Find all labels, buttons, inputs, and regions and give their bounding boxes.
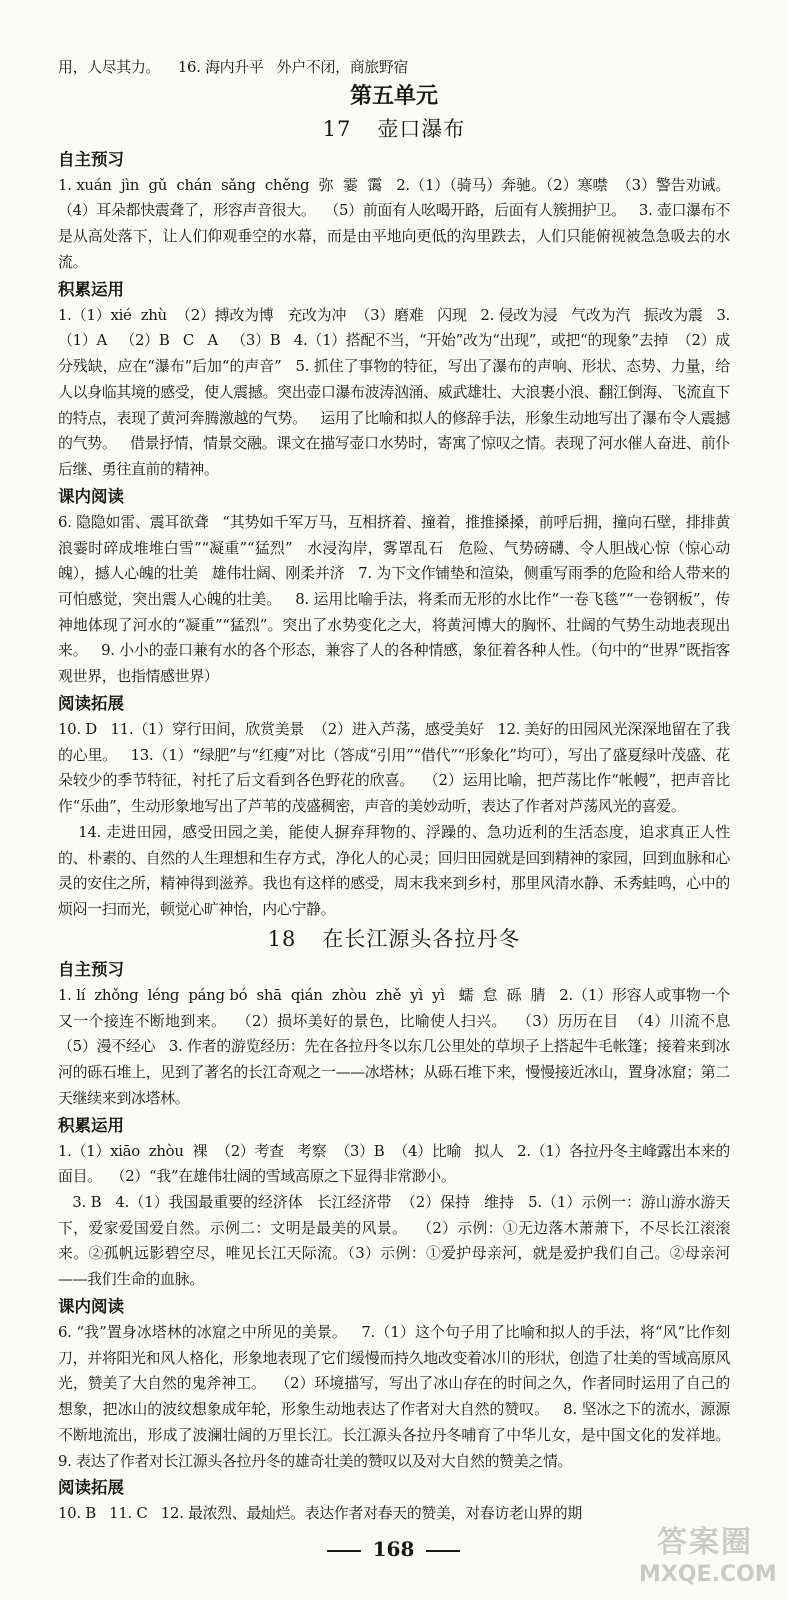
section-heading: [58, 276, 730, 303]
watermark-logo-text: 答案圈: [657, 1525, 753, 1560]
answer-paragraph: [58, 1139, 730, 1190]
answer-paragraph: [58, 173, 739, 276]
text-column: [58, 55, 744, 1527]
answer-paragraph: [58, 1320, 744, 1474]
section-heading-text: 自主预习: [58, 959, 124, 979]
answer-paragraph-text: 14. 走进田园，感受田园之美，能使人摒弃拜物的、浮躁的、急功近利的生活态度，追求真正人性的、朴素的、自然的人生理想和生存方式，净化人的心灵；回归田园就是回到精神的家园，回到血脉和心灵的安住之所，精神得到滋养。我也有这样的感受，周末我来到乡村，那里风清水静、禾秀蛙鸣，心中的烦闷一扫而光，顿觉心旷神怡，内心宁静。: [58, 822, 730, 919]
section-heading: [58, 690, 730, 717]
answer-paragraph-text: 3. B 4.（1）我国最重要的经济体 长江经济带 （2）保持 维持 5.（1）示例一：游山游水游天下，爱家爱国爱自然。示例二：文明是最美的风景。 （2）示例：①无边落木萧萧下，不尽长江滚滚来。②孤帆远影碧空尽，唯见长江天际流。（3）示例：①爱护母亲河，就是爱护我们自己。②母亲河——我们生命的血脉。: [58, 1192, 730, 1289]
section-heading: [58, 1293, 730, 1320]
lesson-name: 在长江源头各拉丹冬: [322, 926, 521, 951]
answer-paragraph-text: 1.（1）xié zhù （2）搏改为博 充改为冲 （3）磨难 闪现 2. 侵改为浸 气改为汽 振改为震 3.（1）A （2）B C A （3）B 4.（1）搭配不当，“开始”改为“出现”，或把“的现象”去掉 （2）成分残缺，应在“瀑布”后加“的声音” 5. 抓住了事物的特征，写出了瀑布的声响、形状、态势、力量，给人以身临其境的感受，使人震撼。突出壶口瀑布波涛汹涌、威武雄壮、大浪裹小浪、翻江倒海、飞流直下的特点，表现了黄河奔腾激越的气势。 运用了比喻和拟人的修辞手法，形象生动地写出了瀑布令人震撼的气势。 借景抒情，情景交融。课文在描写壶口水势时，寄寓了惊叹之情。表现了河水催人奋进、前仆后继、勇往直前的精神。: [58, 305, 730, 479]
answer-paragraph: [58, 1501, 730, 1527]
section-heading: [58, 146, 730, 173]
section-heading: [58, 483, 730, 510]
section-heading: [58, 956, 730, 983]
section-heading-text: 积累运用: [58, 1115, 124, 1135]
lesson-name: 壶口瀑布: [377, 116, 466, 141]
section-heading-text: 阅读拓展: [58, 1478, 124, 1498]
unit-title-text: 第五单元: [349, 83, 438, 109]
section-heading-text: 课内阅读: [58, 486, 124, 506]
answer-paragraph: [58, 1190, 730, 1293]
answer-paragraph: [58, 983, 739, 1112]
answer-paragraph-text: 10. B 11. C 12. 最浓烈、最灿烂。表达作者对春天的赞美，对春访老山界的期: [58, 1504, 582, 1523]
watermark: [639, 1524, 777, 1588]
watermark-url: MXQE.COM: [639, 1562, 777, 1587]
unit-title: [58, 81, 730, 113]
answer-paragraph: [58, 55, 730, 81]
lesson-title: [58, 113, 730, 146]
section-heading: [58, 1112, 730, 1139]
answer-paragraph-text: 6. “我”置身冰塔林的冰窟之中所见的美景。 7.（1）这个句子用了比喻和拟人的手法，将“风”比作刻刀，并将阳光和风人格化，形象地表现了它们缓慢而持久地改变着冰川的形状，创造了壮美的雪域高原风光，赞美了大自然的鬼斧神工。 （2）环境描写，写出了冰山存在的时间之久，作者同时运用了自己的想象，把冰山的波纹想象成年轮，形象生动地表达了作者对大自然的赞叹。 8. 坚冰之下的流水，源源不断地流出，形成了波澜壮阔的万里长江。长江源头各拉丹冬哺育了中华儿女，是中国文化的发祥地。 9. 表达了作者对长江源头各拉丹冬的雄奇壮美的赞叹以及对大自然的赞美之情。: [58, 1322, 744, 1470]
lesson-number: 18: [267, 926, 297, 951]
answer-paragraph-text: 1.（1）xiāo zhòu 裸 （2）考查 考察 （3）B （4）比喻 拟人 2.（1）各拉丹冬主峰露出本来的面目。 （2）“我”在雄伟壮阔的雪域高原之下显得非常渺小。: [58, 1141, 730, 1186]
page-number-text: 168: [372, 1537, 415, 1561]
answer-paragraph: [58, 717, 730, 820]
answer-paragraph: [58, 303, 730, 483]
answer-paragraph-text: 1. lí zhǒng léng páng bó shā qián zhòu zhě yì yì 蠕 怠 砾 腈 2.（1）形容人或事物一个又一个接连不断地到来。 （2）损坏美好的景色，比喻使人扫兴。 （3）历历在目 （4）川流不息 （5）漫不经心 3. 作者的游览经历：先在各拉丹冬以东几公里处的草坝子上搭起牛毛帐篷；接着来到冰河的砾石堆上，见到了著名的长江奇观之一——冰塔林；从砾石堆下来，慢慢接近冰山，置身冰窟；第二天继续来到冰塔林。: [58, 985, 739, 1107]
lesson-number: 17: [322, 116, 352, 141]
section-heading-text: 阅读拓展: [58, 693, 124, 713]
section-heading-text: 自主预习: [58, 149, 124, 169]
answer-paragraph: [58, 510, 730, 690]
answer-paragraph-text: 10. D 11.（1）穿行田间，欣赏美景 （2）进入芦荡，感受美好 12. 美好的田园风光深深地留在了我的心里。 13.（1）“绿肥”与“红瘦”对比（答成“引用”“借代”“形象化”均可），写出了盛夏绿叶茂盛、花朵较少的季节特征，衬托了后文看到各色野花的欣喜。 （2）运用比喻，把芦荡比作“帐幔”，把声音比作“乐曲”，生动形象地写出了芦苇的茂盛稠密，声音的美妙动听，表达了作者对芦荡风光的喜爱。: [58, 719, 730, 816]
section-heading-text: 课内阅读: [58, 1296, 124, 1316]
answer-paragraph: [58, 820, 730, 923]
answer-paragraph-text: 用，人尽其力。 16. 海内升平 外户不闭，商旅野宿: [58, 58, 409, 76]
answer-paragraph-text: 6. 隐隐如雷、震耳欲聋 “其势如千军万马，互相挤着、撞着，推推搡搡，前呼后拥，撞向石壁，排排黄浪霎时碎成堆堆白雪”“凝重”“猛烈” 水浸沟岸，雾罩乱石 危险、气势磅礴、令人胆战心惊（惊心动魄），撼人心魄的壮美 雄伟壮阔、刚柔并济 7. 为下文作铺垫和渲染，侧重写雨季的危险和给人带来的可怕感觉，突出震人心魄的壮美。 8. 运用比喻手法，将柔而无形的水比作“一卷飞毯”“一卷钢板”，传神地体现了河水的“凝重”“猛烈”。突出了水势变化之大，将黄河博大的胸怀、壮阔的气势生动地表现出来。 9. 小小的壶口兼有水的各个形态，兼容了人的各种情感，象征着各种人性。（句中的“世界”既指客观世界，也指情感世界）: [58, 512, 730, 686]
answer-paragraph-text: 1. xuán jìn gǔ chán sǎng chěng 弥 霎 霭 2.（1）（骑马）奔驰。（2）寒噤 （3）警告劝诫。 （4）耳朵都快震聋了，形容声音很大。 （5）前面有人吆喝开路，后面有人簇拥护卫。 3. 壶口瀑布不是从高处落下，让人们仰观垂空的水幕，而是由平地向更低的沟里跌去，人们只能俯视被急急吸去的水流。: [58, 175, 739, 271]
section-heading-text: 积累运用: [58, 279, 124, 299]
left-dash: [327, 1550, 361, 1552]
lesson-title: [58, 923, 730, 956]
section-heading: [58, 1474, 730, 1501]
right-dash: [426, 1550, 460, 1552]
